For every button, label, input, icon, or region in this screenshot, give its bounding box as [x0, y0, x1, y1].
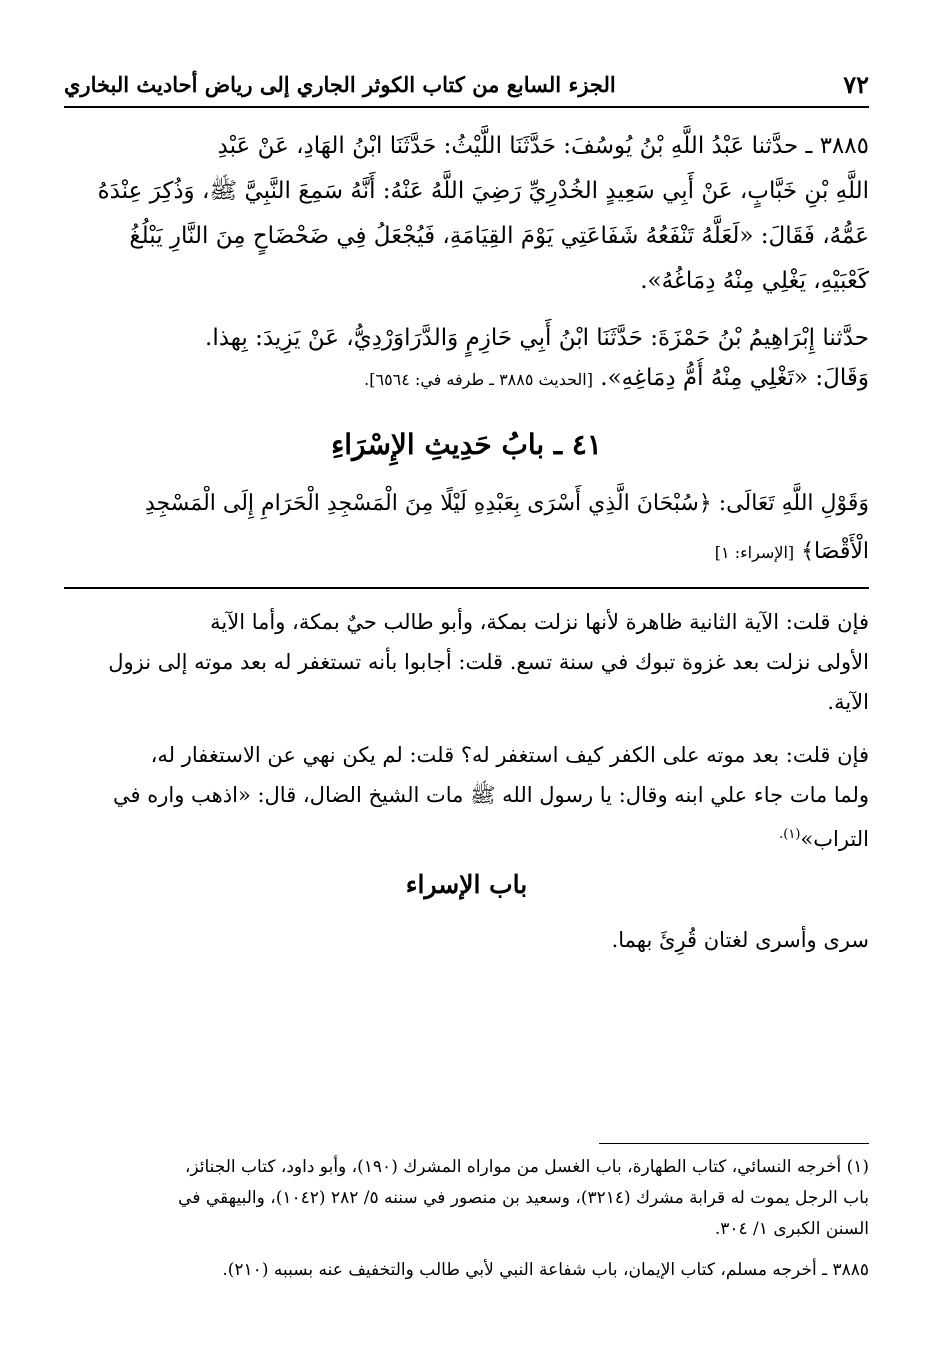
footnote-1 [64, 1152, 869, 1245]
verse-line [64, 528, 869, 577]
footnote-line: باب الرجل يموت له قرابة مشرك (٣٢١٤)، وسعيد بن منصور في سننه ٥/ ٢٨٢ (١٠٤٢)، والبيهقي في [178, 1188, 869, 1208]
hadith-reference: [الحديث ٣٨٨٥ ـ طرفه في: ٦٥٦٤]. [364, 370, 593, 389]
verse-reference: [الإسراء: ١] [714, 543, 795, 562]
hadith-line: كَعْبَيْهِ، يَغْلِي مِنْهُ دِمَاغُهُ». [640, 268, 869, 294]
hadith-3885-second-chain [64, 318, 869, 400]
commentary-paragraph-1 [64, 602, 869, 722]
commentary-paragraph-2 [64, 735, 869, 859]
page-number: ٧٢ [843, 69, 869, 99]
running-header [64, 62, 869, 108]
footnote-line: (١) أخرجه النسائي، كتاب الطهارة، باب الغسل من مواراه المشرك (١٩٠)، وأبو داود، كتاب الجنائز، [184, 1157, 869, 1177]
commentary-line: الآية. [827, 690, 869, 714]
footnote-line: السنن الكبرى ١/ ٣٠٤. [714, 1219, 869, 1239]
quran-verse [64, 480, 869, 577]
footnotes [64, 1152, 869, 1296]
commentary-text: التراب» [800, 827, 869, 851]
hadith-line: عَمُّهُ، فَقَالَ: «لَعَلَّهُ تَنْفَعُهُ شَفَاعَتِي يَوْمَ القِيَامَةِ، فَيُجْعَلُ فِي ضَحْضَاحٍ مِنَ النَّارِ يَبْلُغُ [129, 223, 869, 249]
hadith-line [64, 358, 869, 400]
hadith-3885 [64, 124, 869, 304]
bab-isra-line: سرى وأسرى لغتان قُرِئَ بهما. [611, 928, 869, 952]
footnote-line: ٣٨٨٥ ـ أخرجه مسلم، كتاب الإيمان، باب شفاعة النبي لأبي طالب والتخفيف عنه بسببه (٢١٠). [222, 1260, 869, 1280]
commentary-line: الأولى نزلت بعد غزوة تبوك في سنة تسع. قلت: أجابوا بأنه تستغفر له بعد موته إلى نزول [108, 650, 869, 674]
footnote-3885 [64, 1255, 869, 1286]
commentary-line: فإن قلت: بعد موته على الكفر كيف استغفر له؟ قلت: لم يكن نهي عن الاستغفار له، [150, 743, 869, 767]
footnote-separator [599, 1143, 869, 1144]
commentary-line: ولما مات جاء علي ابنه وقال: يا رسول الله ﷺ مات الشيخ الضال، قال: «اذهب واره في [113, 783, 869, 807]
commentary-line [64, 815, 869, 859]
section-divider [64, 587, 869, 589]
commentary-line: فإن قلت: الآية الثانية ظاهرة لأنها نزلت بمكة، وأبو طالب حيٌ بمكة، وأما الآية [210, 610, 869, 634]
chapter-heading: ٤١ ـ بابُ حَدِيثِ الإِسْرَاءِ [331, 428, 602, 461]
hadith-line: اللَّهِ بْنِ خَبَّابٍ، عَنْ أَبِي سَعِيدٍ الخُدْرِيِّ رَضِيَ اللَّهُ عَنْهُ: أَنَّهُ سَمِعَ النَّبِيَّ ﷺ، وَذُكِرَ عِنْدَهُ [97, 178, 869, 204]
hadith-line: حدَّثنا إِبْرَاهِيمُ بْنُ حَمْزَةَ: حَدَّثَنَا ابْنُ أَبِي حَازِمٍ وَالدَّرَاوَرْدِيُّ، عَنْ يَزِيدَ: بِهذا. [205, 325, 869, 351]
verse-text: الْأَقْصَا﴾ [801, 539, 869, 564]
hadith-text: وَقَالَ: «تَغْلِي مِنْهُ أُمُّ دِمَاغِهِ». [600, 365, 869, 391]
bab-isra-heading: باب الإسراء [405, 870, 528, 899]
hadith-line: ٣٨٨٥ ـ حدَّثنا عَبْدُ اللَّهِ بْنُ يُوسُفَ: حَدَّثَنَا اللَّيْثُ: حَدَّثَنَا ابْنُ الهَادِ، عَنْ عَبْدِ [217, 133, 869, 159]
verse-line: وَقَوْلِ اللَّهِ تَعَالَى: ﴿سُبْحَانَ الَّذِي أَسْرَى بِعَبْدِهِ لَيْلًا مِنَ الْمَسْجِدِ الْحَرَامِ إِلَى الْمَسْجِدِ [144, 491, 869, 516]
book-title: الجزء السابع من كتاب الكوثر الجاري إلى رياض أحاديث البخاري [64, 71, 616, 97]
bab-isra-text [64, 920, 869, 960]
footnote-marker: (١). [779, 827, 801, 842]
